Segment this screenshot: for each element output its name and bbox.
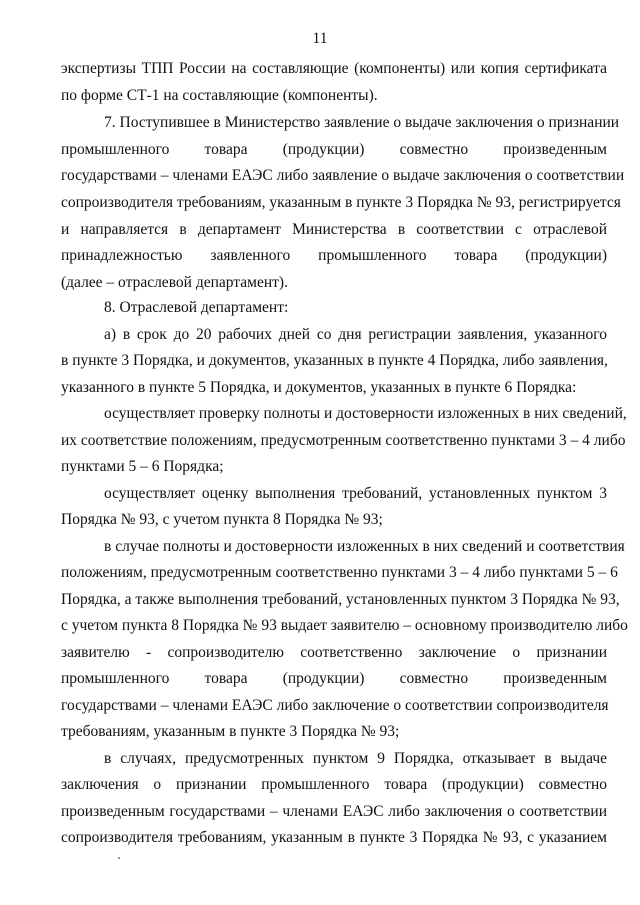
- text-line: государствами – членами ЕАЭС либо заключение о соответствии сопроизводителя: [61, 697, 609, 714]
- page-number: 11: [312, 30, 328, 47]
- text-line: в пункте 3 Порядка, и документов, указанных в пункте 4 Порядка, либо заявления,: [61, 352, 608, 369]
- text-line: принадлежностью заявленного промышленного товара (продукции): [61, 247, 607, 264]
- text-line: заявителю - сопроизводителю соответственно заключение о признании: [61, 644, 607, 661]
- text-line: осуществляет проверку полноты и достоверности изложенных в них сведений,: [104, 405, 627, 422]
- text-line: их соответствие положениям, предусмотренным соответственно пунктами 3 – 4 либо: [61, 432, 626, 449]
- text-line: государствами – членами ЕАЭС либо заявление о выдаче заключения о соответствии: [61, 167, 625, 184]
- text-line: 8. Отраслевой департамент:: [104, 299, 289, 316]
- text-line: пунктами 5 – 6 Порядка;: [61, 458, 224, 475]
- text-line: в случае полноты и достоверности изложенных в них сведений и соответствия: [104, 538, 625, 555]
- text-line: сопроизводителя требованиям, указанным в пункте 3 Порядка № 93, с указанием: [61, 829, 607, 846]
- text-line: сопроизводителя требованиям, указанным в пункте 3 Порядка № 93, регистрируется: [61, 194, 621, 211]
- text-line: экспертизы ТПП России на составляющие (компоненты) или копия сертификата: [61, 60, 607, 77]
- text-line: (далее – отраслевой департамент).: [61, 274, 288, 291]
- text-line: по форме СТ-1 на составляющие (компоненты).: [61, 87, 378, 104]
- text-line: требованиям, указанным в пункте 3 Порядка № 93;: [61, 723, 400, 740]
- text-line: в случаях, предусмотренных пунктом 9 Порядка, отказывает в выдаче: [104, 750, 607, 767]
- text-line: положениям, предусмотренным соответственно пунктами 3 – 4 либо пунктами 5 – 6: [61, 564, 618, 581]
- text-line: Порядка № 93, с учетом пункта 8 Порядка № 93;: [61, 511, 383, 528]
- text-line: а) в срок до 20 рабочих дней со дня регистрации заявления, указанного: [104, 326, 607, 343]
- text-line: Порядка, а также выполнения требований, установленных пунктом 3 Порядка № 93,: [61, 591, 620, 608]
- text-line: указанного в пункте 5 Порядка, и документов, указанных в пункте 6 Порядка:: [61, 379, 577, 396]
- text-line: промышленного товара (продукции) совместно произведенным: [61, 141, 607, 158]
- text-line: заключения о признании промышленного товара (продукции) совместно: [61, 776, 607, 793]
- text-line: с учетом пункта 8 Порядка № 93 выдает заявителю – основному производителю либо: [61, 617, 628, 634]
- text-line: 7. Поступившее в Министерство заявление о выдаче заключения о признании: [104, 114, 620, 131]
- text-line: промышленного товара (продукции) совместно произведенным: [61, 670, 607, 687]
- text-line: и направляется в департамент Министерства в соответствии с отраслевой: [61, 221, 607, 238]
- text-line: осуществляет оценку выполнения требований, установленных пунктом 3: [104, 485, 607, 502]
- scan-dot: [118, 857, 120, 859]
- text-line: произведенным государствами – членами ЕАЭС либо заключения о соответствии: [61, 803, 607, 820]
